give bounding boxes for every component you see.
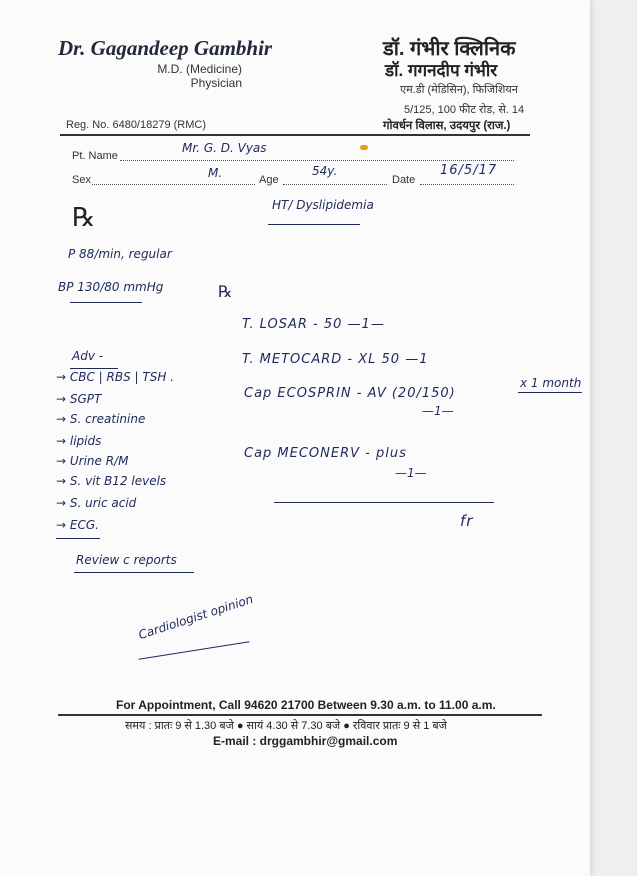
medication-duration: x 1 month — [520, 376, 582, 390]
address-line-2: गोवर्धन विलास, उदयपुर (राज.) — [383, 120, 511, 132]
doctor-name-hindi: डॉ. गगनदीप गंभीर — [385, 61, 498, 80]
age-line — [283, 184, 387, 185]
advice-item: → S. vit B12 levels — [56, 474, 167, 488]
medication-2: T. METOCARD - XL 50 —1 — [242, 352, 429, 367]
patient-name-label: Pt. Name — [72, 150, 118, 162]
advice-item: → CBC | RBS | TSH . — [56, 370, 174, 384]
address-line-1: 5/125, 100 फीट रोड, से. 14 — [404, 104, 525, 116]
medication-1: T. LOSAR - 50 —1— — [242, 317, 385, 332]
clinic-hours: समय : प्रातः 9 से 1.30 बजे ● सायं 4.30 से 7.30 बजे ● रविवार प्रातः 9 से 1 बजे — [125, 720, 447, 732]
footer-divider — [58, 714, 542, 716]
ecg-underline — [56, 538, 100, 539]
vital-bp: BP 130/80 mmHg — [58, 280, 164, 294]
sex-value: M. — [208, 166, 223, 180]
age-label: Age — [259, 174, 279, 186]
advice-item: → S. creatinine — [56, 412, 146, 426]
date-label: Date — [392, 174, 416, 186]
advice-heading-underline — [70, 368, 118, 369]
doctor-name: Dr. Gagandeep Gambhir — [58, 36, 273, 60]
diagnosis: HT/ Dyslipidemia — [272, 198, 374, 212]
advice-item: → lipids — [56, 434, 102, 448]
duration-underline — [518, 392, 582, 393]
doctor-role: Physician — [190, 76, 242, 90]
patient-name-line — [120, 160, 514, 161]
doctor-qualification: M.D. (Medicine) — [157, 62, 242, 76]
appointment-info: For Appointment, Call 94620 21700 Between 9.30 a.m. to 11.00 a.m. — [116, 698, 496, 712]
diagnosis-underline — [268, 224, 360, 225]
sex-label: Sex — [72, 174, 91, 186]
review-note: Review c reports — [76, 553, 177, 567]
header-divider — [60, 134, 530, 136]
advice-item: → S. uric acid — [56, 496, 137, 510]
rx-symbol: ℞ — [72, 203, 96, 232]
rx-symbol-small: ℞ — [218, 284, 233, 301]
cardiologist-opinion: Cardiologist opinion — [136, 591, 255, 643]
advice-heading: Adv - — [72, 349, 104, 363]
date-value: 16/5/17 — [440, 163, 498, 178]
registration-number: Reg. No. 6480/18279 (RMC) — [66, 119, 207, 131]
dose-mark-2: —1— — [395, 466, 427, 480]
advice-item: → ECG. — [56, 518, 99, 532]
medication-4: Cap MECONERV - plus — [244, 446, 407, 461]
date-line — [420, 184, 514, 185]
sex-line — [92, 184, 255, 185]
dose-mark-1: —1— — [422, 404, 454, 418]
medication-3: Cap ECOSPRIN - AV (20/150) — [244, 386, 456, 401]
qualification-hindi: एम.डी (मेडिसिन), फिजिशियन — [400, 84, 518, 96]
opinion-underline — [139, 641, 250, 660]
ink-spot — [360, 145, 368, 150]
clinic-email: E-mail : drggambhir@gmail.com — [213, 734, 398, 748]
clinic-name-hindi: डॉ. गंभीर क्लिनिक — [383, 38, 516, 60]
age-value: 54y. — [312, 164, 338, 178]
advice-item: → Urine R/M — [56, 454, 129, 468]
advice-item: → SGPT — [56, 392, 102, 406]
rx-end-line — [274, 502, 494, 503]
vital-pulse: P 88/min, regular — [68, 247, 172, 261]
patient-name-value: Mr. G. D. Vyas — [182, 141, 267, 155]
doctor-signature: fr — [460, 512, 474, 530]
review-underline — [74, 572, 194, 573]
bp-underline — [70, 302, 142, 303]
